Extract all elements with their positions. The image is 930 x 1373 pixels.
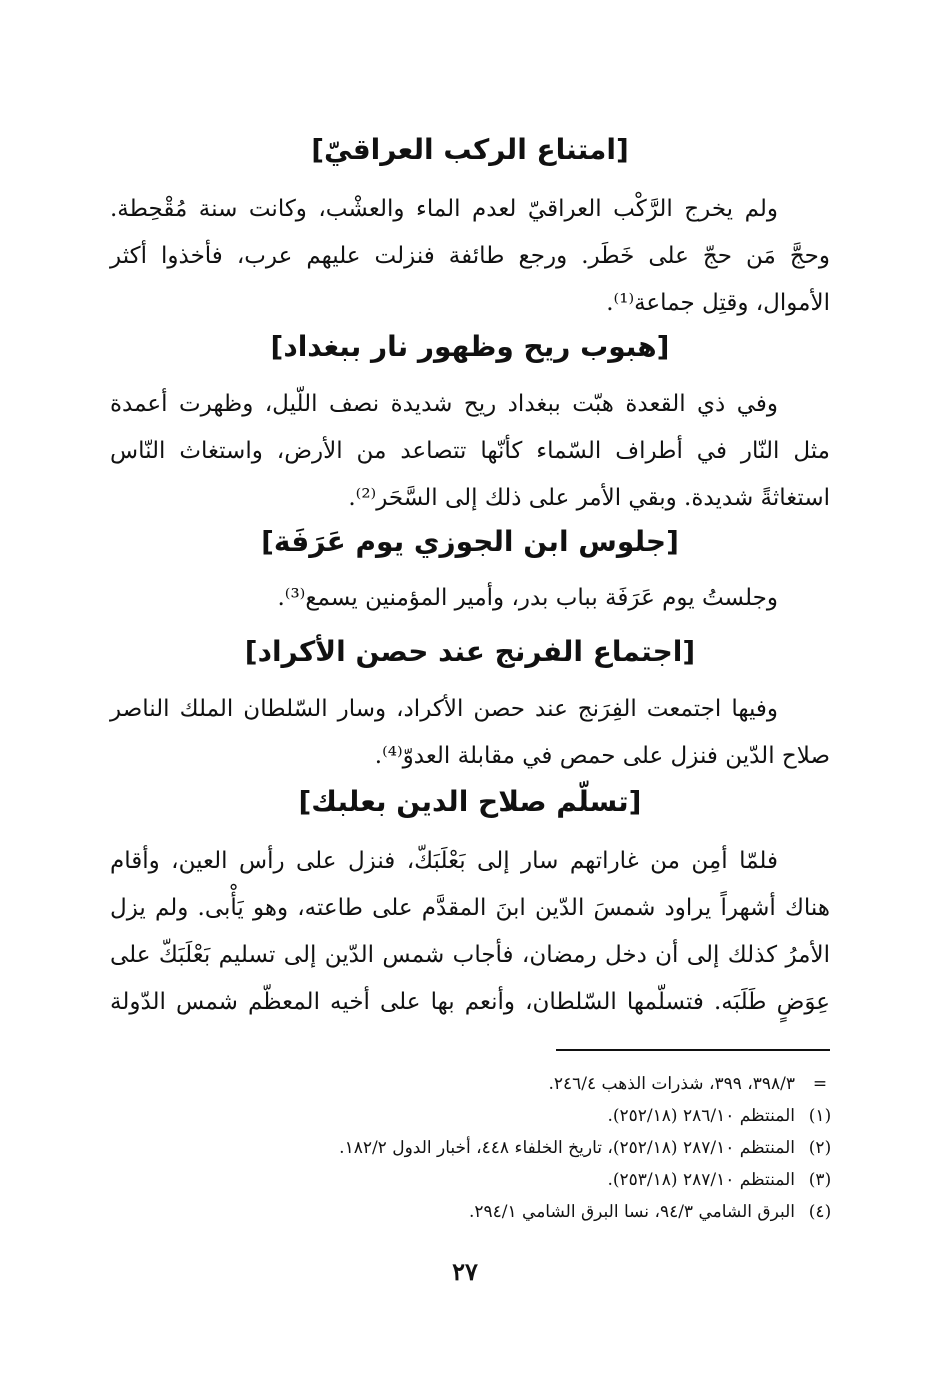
body-line: فلمّا أمِن من غاراتهم سار إلى بَعْلَبَكّ، فنزل على رأس العين، وأقام [110, 848, 778, 874]
section-heading: [جلوس ابن الجوزي يوم عَرَفَة] [261, 525, 679, 558]
body-line: ولم يخرج الرَّكْب العراقيّ لعدم الماء والعشْب، وكانت سنة مُقْحِطة. [110, 196, 778, 222]
body-line: هناك أشهراً يراود شمسَ الدّين ابنَ المقدَّم على طاعته، وهو يَأْبى. ولم يزل [110, 895, 830, 921]
body-line: عِوَضٍ طَلَبَه. فتسلّمها السّلطان، وأنعم بها على أخيه المعظّم شمس الدّولة [110, 989, 830, 1015]
footnote-marker: (١) [808, 1106, 832, 1126]
footnote [110, 1132, 845, 1164]
footnote-text: المنتظم ٢٨٦/١٠ (٢٥٢/١٨). [607, 1106, 795, 1126]
section-body [110, 838, 830, 1026]
footnote-marker: (٤) [808, 1202, 832, 1222]
body-line: مثل النّار في أطراف السّماء كأنّها تتصاعد من الأرض، واستغاث النّاس [110, 438, 830, 464]
body-line: وحجَّ مَن حجّ على خَطَر. ورجع طائفة فنزلت عليهم عرب، فأخذوا أكثر [110, 243, 830, 269]
footnote [110, 1196, 845, 1228]
section-body [110, 186, 830, 327]
footnote [110, 1164, 845, 1196]
body-line: صلاح الدّين فنزل على حمص في مقابلة العدوّ⁽⁴⁾. [374, 743, 830, 769]
footnote [110, 1100, 845, 1132]
section-body [110, 686, 830, 780]
footnote-text: البرق الشامي ٩٤/٣، نسا البرق الشامي ٢٩٤/١. [468, 1202, 795, 1222]
body-line: وجلستُ يوم عَرَفَة بباب بدر، وأمير المؤمنين يسمع⁽³⁾. [277, 585, 778, 611]
section-heading: [امتناع الركب العراقيّ] [311, 133, 629, 166]
footnotes [110, 1068, 845, 1228]
body-line: وفيها اجتمعت الفِرَنج عند حصن الأكراد، وسار السّلطان الملك الناصر [110, 696, 778, 722]
body-line: استغاثةً شديدة. وبقي الأمر على ذلك إلى السَّحَر⁽²⁾. [348, 485, 830, 511]
body-line: الأمرُ كذلك إلى أن دخل رمضان، فأجاب شمس الدّين إلى تسليم بَعْلَبَكّ على [110, 942, 830, 968]
footnote-separator [556, 1049, 830, 1051]
body-line: وفي ذي القعدة هبّت ببغداد ريح شديدة نصف اللّيل، وظهرت أعمدة [110, 391, 778, 417]
footnote-marker: (٢) [808, 1138, 832, 1158]
footnote-text: المنتظم ٢٨٧/١٠ (٢٥٣/١٨). [607, 1170, 795, 1190]
section-heading: [تسلّم صلاح الدين بعلبك] [298, 785, 642, 818]
footnote-marker: = [812, 1074, 828, 1094]
footnote-marker: (٣) [808, 1170, 832, 1190]
section-heading: [اجتماع الفرنج عند حصن الأكراد] [244, 635, 696, 668]
section-body [110, 575, 830, 622]
page-number: ٢٧ [452, 1257, 478, 1286]
footnote-text: ٣٩٨/٣، ٣٩٩، شذرات الذهب ٢٤٦/٤. [548, 1074, 795, 1094]
body-line: الأموال، وقتِل جماعة⁽¹⁾. [606, 290, 830, 316]
footnote [110, 1068, 845, 1100]
section-heading: [هبوب ريح وظهور نار ببغداد] [270, 330, 670, 363]
footnote-text: المنتظم ٢٨٧/١٠ (٢٥٢/١٨)، تاريخ الخلفاء ٤٤٨، أخبار الدول ١٨٢/٢. [339, 1138, 795, 1158]
section-body [110, 381, 830, 522]
